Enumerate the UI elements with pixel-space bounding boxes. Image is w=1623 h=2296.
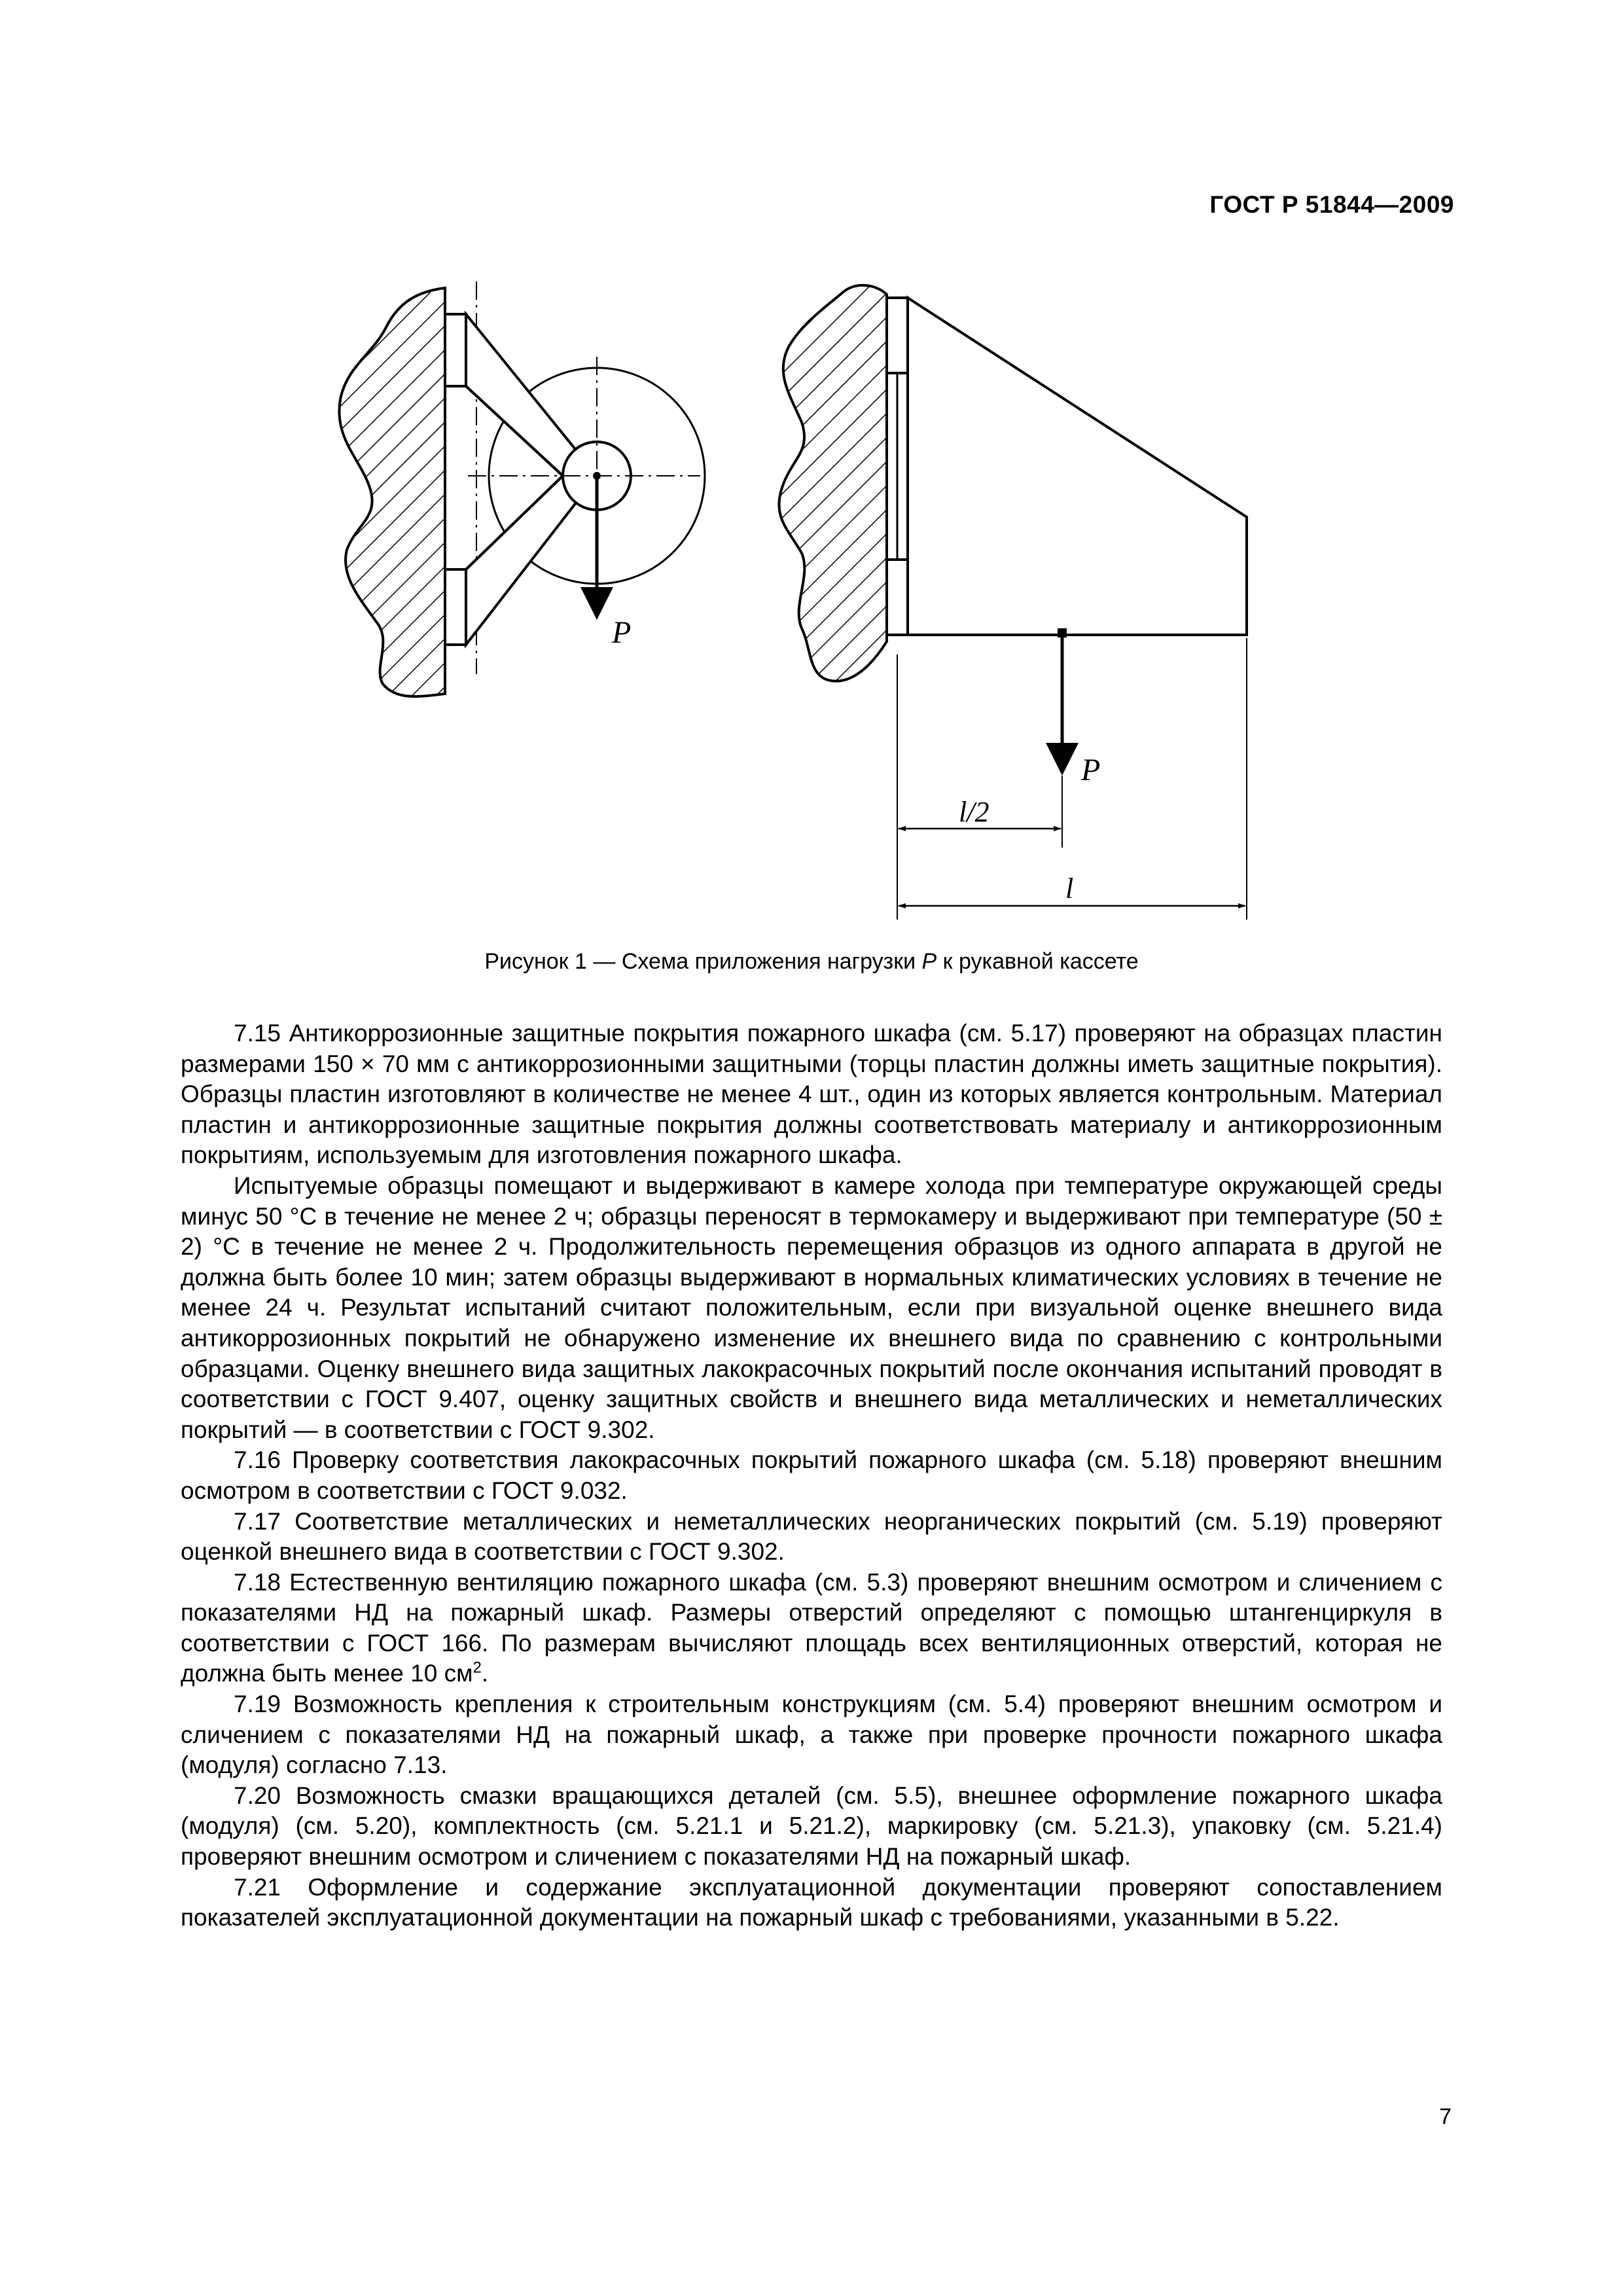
left-bracket-bottom: [445, 569, 466, 645]
caption-prefix: Рисунок 1 — Схема приложения нагрузки: [484, 949, 922, 974]
right-bracket-top: [887, 298, 908, 373]
body-text: [181, 1018, 1442, 1933]
right-force-label: P: [1081, 753, 1101, 787]
page-number: 7: [1439, 2104, 1452, 2129]
paragraph-7-19: 7.19 Возможность крепления к строительным конструкциям (см. 5.4) проверяют внешним осмотром и сличением с показателями НД на пожарный шкаф, а также при проверке прочности пожарного шкафа (модуля) согласно 7.13.: [181, 1691, 1442, 1779]
paragraph-7-18: [181, 1568, 1442, 1689]
caption-variable: P: [921, 949, 937, 974]
caption-suffix: к рукавной кассете: [936, 949, 1139, 974]
figure-load-scheme: [327, 268, 1296, 929]
dimension-half-length-label: l/2: [959, 796, 990, 828]
figure-drawing: [327, 268, 1296, 929]
right-load-point: [1058, 628, 1067, 637]
paragraph-7-17: 7.17 Соответствие металлических и неметаллических неорганических покрытий (см. 5.19) проверяют оценкой внешнего вида в соответствии с ГОСТ 9.302.: [181, 1507, 1442, 1566]
paragraph-7-20: 7.20 Возможность смазки вращающихся деталей (см. 5.5), внешнее оформление пожарного шкафа (модуля) (см. 5.20), комплектность (см. 5.21.1 и 5.21.2), маркировку (см. 5.21.3), упаковку (см. 5.21.4) проверяют внешним осмотром и сличением с показателями НД на пожарный шкаф.: [181, 1782, 1442, 1871]
paragraph-7-15-tests: Испытуемые образцы помещают и выдерживают в камере холода при температуре окружающей среды минус 50 °С в течение не менее 2 ч; образцы переносят в термокамеру и выдерживают при температуре (50 ± 2) °С в течение не менее 2 ч. Продолжительность перемещения образцов из одного аппарата в другой не должна быть более 10 мин; затем образцы выдерживают в нормальных климатических условиях в течение не менее 24 ч. Результат испытаний считают положительным, если при визуальной оценке внешнего вида антикоррозионных покрытий не обнаружено изменение их внешнего вида по сравнению с контрольными образцами. Оценку внешнего вида защитных лакокрасочных покрытий после окончания испытаний проводят в соответствии с ГОСТ 9.407, оценку защитных свойств и внешнего вида металлических и неметаллических покрытий — в соответствии с ГОСТ 9.302.: [181, 1172, 1442, 1443]
right-cassette-profile: [908, 298, 1247, 635]
dimension-length-label: l: [1065, 872, 1074, 905]
figure-caption: [0, 949, 1623, 975]
left-force-label: P: [612, 615, 632, 650]
left-wall-hatched: [339, 288, 445, 696]
right-bracket-bottom: [887, 560, 908, 635]
paragraph-7-21: 7.21 Оформление и содержание эксплуатационной документации проверяют сопоставлением показателей эксплуатационной документации на пожарный шкаф с требованиями, указанными в 5.22.: [181, 1873, 1442, 1931]
right-wall-hatched: [779, 285, 887, 681]
paragraph-7-15: 7.15 Антикоррозионные защитные покрытия пожарного шкафа (см. 5.17) проверяют на образцах пластин размерами 150 × 70 мм с антикоррозионными защитными (торцы пластин должны иметь защитные покрытия). Образцы пластин изготовляют в количестве не менее 4 шт., один из которых является контрольным. Материал пластин и антикоррозионные защитные покрытия должны соответствовать материалу и антикоррозионным покрытиям, используемым для изготовления пожарного шкафа.: [181, 1020, 1442, 1169]
paragraph-7-16: 7.16 Проверку соответствия лакокрасочных покрытий пожарного шкафа (см. 5.18) проверяют внешним осмотром в соответствии с ГОСТ 9.032.: [181, 1446, 1442, 1504]
paragraph-7-18-end: .: [481, 1660, 489, 1687]
paragraph-7-18-sup: 2: [473, 1659, 482, 1677]
paragraph-7-18-text: 7.18 Естественную вентиляцию пожарного шкафа (см. 5.3) проверяют внешним осмотром и сличением с показателями НД на пожарный шкаф. Размеры отверстий определяют с помощью штангенциркуля в соответствии с ГОСТ 166. По размерам вычисляют площадь всех вентиляционных отверстий, которая не должна быть менее 10 см: [181, 1568, 1442, 1687]
document-header: ГОСТ Р 51844—2009: [1209, 191, 1454, 218]
left-bracket-top: [445, 314, 466, 386]
